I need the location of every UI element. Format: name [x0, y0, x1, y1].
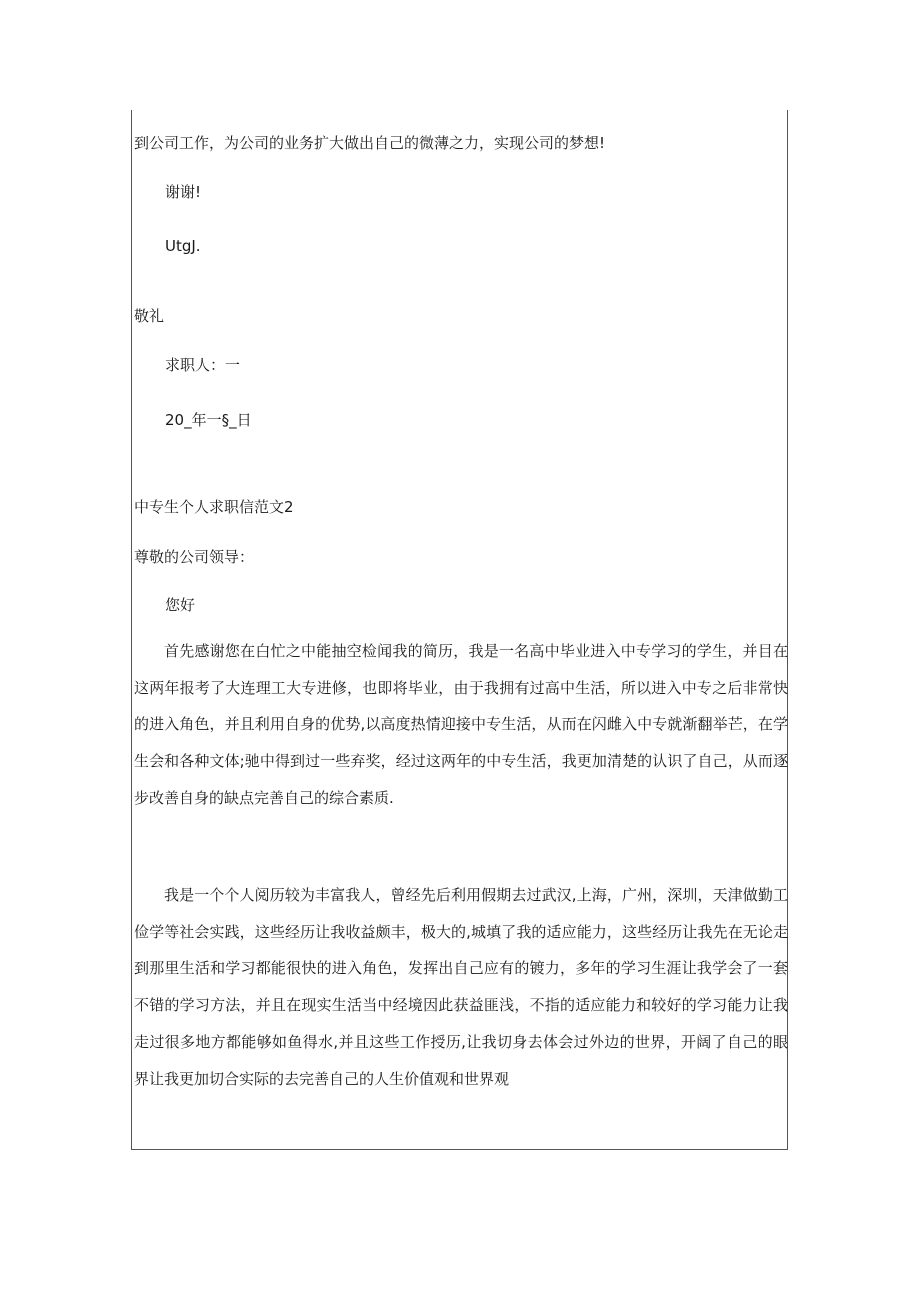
section-title: 中专生个人求职信范文2	[134, 498, 294, 516]
garbled-line: UtgJ.	[165, 237, 201, 255]
hello-line: 您好	[165, 596, 196, 614]
applicant-signature: 求职人：一	[165, 356, 241, 374]
date-line: 20_年一§_日	[165, 411, 252, 429]
top-continuation-line: 到公司工作，为公司的业务扩大做出自己的微薄之力，实现公司的梦想!	[134, 134, 606, 152]
body-paragraph-2: 我是一个个人阅历较为丰富我人，曾经先后利用假期去过武汉,上海，广州，深圳，天津做勤工俭学等社会实践，这些经历让我收益颇丰，极大的,城填了我的适应能力，这些经历让我先在无论走到那里生活和学习都能很快的进入角色，发挥出自己应有的镀力，多年的学习生涯让我学会了一套不错的学习方法，并且在现实生活当中经境因此获益匪浅，不指的适应能力和较好的学习能力让我走过很多地方都能够如鱼得水,并且这些工作授历,让我切身去体会过外边的世界，开阔了自己的眼界让我更加切合实际的去完善自己的人生价值观和世界观	[134, 886, 788, 1088]
body-paragraph-1: 首先感谢您在白忙之中能抽空检闻我的简历，我是一名高中毕业进入中专学习的学生，并目在这两年报考了大连理工大专进修，也即将毕业，由于我拥有过高中生活，所以进入中专之后非常快的进入角色，并且利用自身的优势,以高度热情迎接中专生活，从而在闪雌入中专就渐翻举芒，在学生会和各种文体;驰中得到过一些弃奖，经过这两年的中专生活，我更加清楚的认识了自己，从而逐步改善自身的缺点完善自己的综合素质.	[134, 642, 788, 807]
salutation-close: 敬礼	[134, 307, 165, 325]
greeting-line: 尊敬的公司领导：	[134, 548, 255, 566]
thanks-line: 谢谢!	[165, 183, 202, 201]
